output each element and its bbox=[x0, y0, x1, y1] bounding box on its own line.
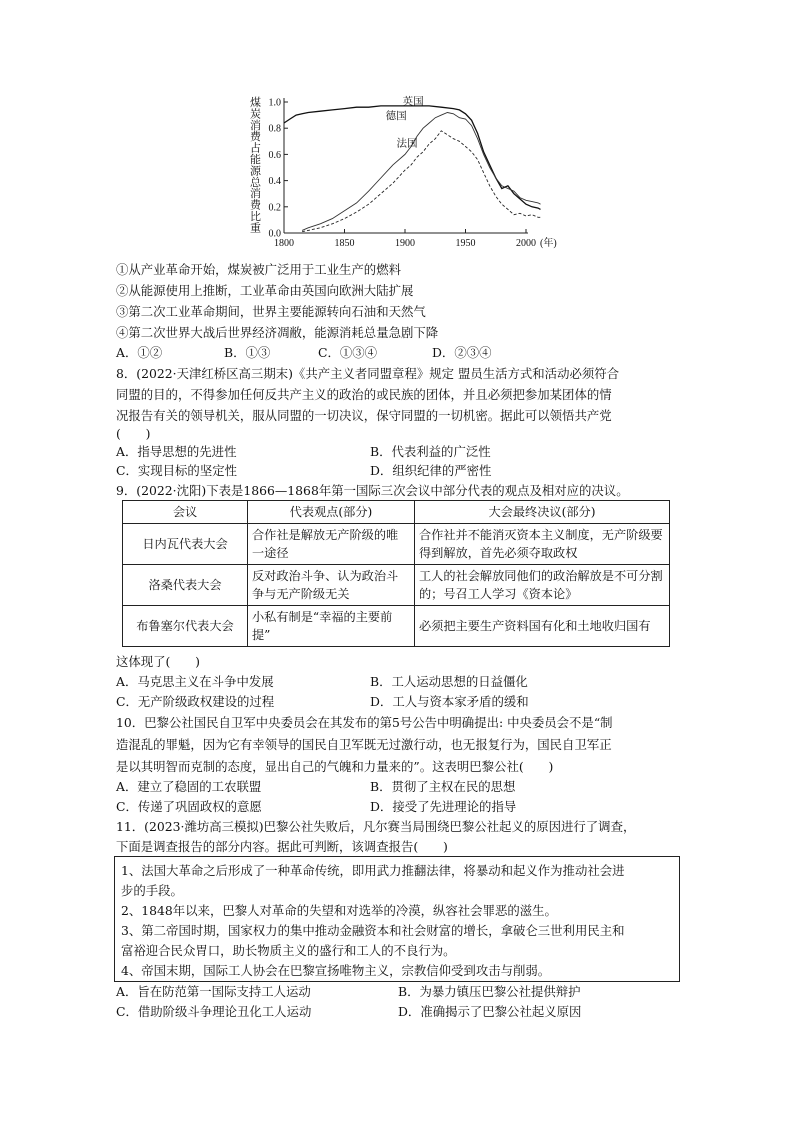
q11-report-box bbox=[114, 856, 680, 982]
q9-option-c[interactable]: C．无产阶级政权建设的过程 bbox=[116, 694, 275, 709]
q7-statement-3: ③第二次工业革命期间，世界主要能源转向石油和天然气 bbox=[116, 304, 426, 319]
q9-option-a[interactable]: A．马克思主义在斗争中发展 bbox=[116, 674, 274, 689]
y-tick-label: 1.0 bbox=[268, 97, 281, 109]
table-cell-meeting: 布鲁塞尔代表大会 bbox=[123, 606, 248, 647]
report-line: 3、第二帝国时期，国家权力的集中推动金融资本和社会财富的增长，拿破仑三世利用民主和 bbox=[121, 923, 625, 938]
y-axis-label-char: 占 bbox=[250, 141, 261, 155]
table-cell-meeting: 日内瓦代表大会 bbox=[123, 524, 248, 565]
q8-option-b[interactable]: B．代表利益的广泛性 bbox=[370, 444, 491, 459]
q7-option-c[interactable]: C．①③④ bbox=[318, 345, 378, 360]
report-line: 富裕迎合民众胃口，助长物质主义的盛行和工人的不良行为。 bbox=[121, 943, 456, 958]
q10-option-d[interactable]: D．接受了先进理论的指导 bbox=[370, 799, 517, 814]
table-row bbox=[123, 606, 670, 647]
report-line: 2、1848年以来，巴黎人对革命的失望和对选举的冷漠，纵容社会罪恶的滋生。 bbox=[121, 903, 557, 918]
x-tick-label: 2000 bbox=[516, 238, 536, 249]
q8-stem-line-1: 8．(2022·天津红桥区高三期末)《共产主义者同盟章程》规定 盟员生活方式和活动必须符合 bbox=[116, 366, 620, 381]
table-header-row bbox=[123, 501, 670, 524]
q8-option-c[interactable]: C．实现目标的坚定性 bbox=[116, 463, 237, 478]
y-axis-label-char: 炭 bbox=[250, 107, 261, 121]
q8-stem-line-3: 况报告有关的领导机关，服从同盟的一切决议，保守同盟的一切机密。据此可以领悟共产党 bbox=[116, 408, 612, 423]
q11-option-d[interactable]: D．准确揭示了巴黎公社起义原因 bbox=[398, 1004, 582, 1019]
q8-option-d[interactable]: D．组织纪律的严密性 bbox=[370, 463, 492, 478]
x-tick-label: 1950 bbox=[455, 238, 476, 249]
q10-stem-line-3: 是以其明智而克制的态度，显出自己的气魄和力量来的”。这表明巴黎公社( ) bbox=[116, 759, 554, 774]
y-axis-label-char: 能 bbox=[250, 153, 261, 166]
table-header-meeting: 会议 bbox=[123, 501, 248, 524]
q10-option-a[interactable]: A．建立了稳固的工农联盟 bbox=[116, 779, 262, 794]
q7-statement-2: ②从能源使用上推断，工业革命由英国向欧洲大陆扩展 bbox=[116, 283, 414, 298]
table-cell-view: 小私有制是“幸福的主要前提” bbox=[248, 606, 415, 647]
q9-option-b[interactable]: B．工人运动思想的日益僵化 bbox=[370, 674, 528, 689]
q10-option-c[interactable]: C．传递了巩固政权的意愿 bbox=[116, 799, 262, 814]
q11-option-b[interactable]: B．为暴力镇压巴黎公社提供辩护 bbox=[398, 984, 581, 999]
q10-stem-line-1: 10．巴黎公社国民自卫军中央委员会在其发布的第5号公告中明确提出: 中央委员会不是“制 bbox=[116, 715, 613, 730]
q7-statement-4: ④第二次世界大战后世界经济凋敝，能源消耗总量急剧下降 bbox=[116, 325, 439, 340]
table-header-resolution: 大会最终决议(部分) bbox=[415, 501, 670, 524]
q8-answer-bracket: ( ) bbox=[116, 426, 151, 441]
y-tick-label: 0.2 bbox=[268, 202, 281, 214]
q9-tail: 这体现了( ) bbox=[116, 654, 201, 669]
q11-option-c[interactable]: C．借助阶级斗争理论丑化工人运动 bbox=[116, 1004, 312, 1019]
y-axis-label-char: 费 bbox=[250, 130, 261, 144]
report-line: 4、帝国末期，国际工人协会在巴黎宣扬唯物主义，宗教信仰受到攻击与削弱。 bbox=[121, 963, 551, 978]
table-cell-resolution: 工人的社会解放同他们的政治解放是不可分割的；号召工人学习《资本论》 bbox=[415, 565, 670, 606]
q7-statement-1: ①从产业革命开始，煤炭被广泛用于工业生产的燃料 bbox=[116, 262, 401, 277]
y-axis-label-char: 源 bbox=[250, 164, 261, 178]
y-tick-label: 0.6 bbox=[268, 149, 281, 161]
report-line: 步的手段。 bbox=[121, 883, 183, 898]
y-axis-label-char: 费 bbox=[250, 198, 261, 212]
series-label: 德国 bbox=[385, 110, 407, 123]
q8-stem-line-2: 同盟的目的，不得参加任何反共产主义的政治的或民族的团体，并且必须把参加某团体的情 bbox=[116, 387, 612, 402]
table-row bbox=[123, 565, 670, 606]
table-cell-meeting: 洛桑代表大会 bbox=[123, 565, 248, 606]
table-cell-view: 合作社是解放无产阶级的唯一途径 bbox=[248, 524, 415, 565]
q11-stem-line-1: 11．(2023·潍坊高三模拟)巴黎公社失败后，凡尔赛当局围绕巴黎公社起义的原因进行了调查， bbox=[116, 819, 636, 834]
y-axis-label-char: 消 bbox=[250, 118, 261, 132]
q9-table bbox=[122, 500, 670, 647]
y-axis-label-char: 比 bbox=[250, 210, 261, 223]
x-tick-label: 1900 bbox=[395, 238, 415, 249]
y-axis-label-char: 重 bbox=[250, 221, 261, 235]
q11-stem-line-2: 下面是调查报告的部分内容。据此可判断，该调查报告( ) bbox=[116, 839, 448, 854]
y-tick-label: 0.0 bbox=[268, 228, 281, 240]
q10-stem-line-2: 造混乱的罪魁，因为它有幸领导的国民自卫军既无过激行动，也无报复行为，国民自卫军正 bbox=[116, 737, 612, 752]
q8-option-a[interactable]: A．指导思想的先进性 bbox=[116, 444, 237, 459]
table-cell-view: 反对政治斗争、认为政治斗争与无产阶级无关 bbox=[248, 565, 415, 606]
q9-option-d[interactable]: D．工人与资本家矛盾的缓和 bbox=[370, 694, 529, 709]
q11-option-a[interactable]: A．旨在防范第一国际支持工人运动 bbox=[116, 984, 311, 999]
y-tick-label: 0.4 bbox=[268, 176, 281, 188]
coal-consumption-chart bbox=[244, 94, 557, 260]
y-axis-label-char: 消 bbox=[250, 187, 261, 201]
series-label: 英国 bbox=[402, 95, 424, 108]
q9-stem: 9．(2022·沈阳)下表是1866—1868年第一国际三次会议中部分代表的观点及相对应的决议。 bbox=[116, 483, 629, 498]
q10-option-b[interactable]: B．贯彻了主权在民的思想 bbox=[370, 779, 516, 794]
table-header-view: 代表观点(部分) bbox=[248, 501, 415, 524]
x-tick-label: 1850 bbox=[334, 238, 355, 249]
q7-option-b[interactable]: B．①③ bbox=[224, 345, 271, 360]
y-tick-label: 0.8 bbox=[268, 123, 281, 135]
q7-option-a[interactable]: A．①② bbox=[116, 345, 163, 360]
x-tick-label: 1800 bbox=[274, 238, 294, 249]
y-axis-label-char: 煤 bbox=[250, 96, 261, 109]
series-line bbox=[284, 106, 541, 209]
series-line bbox=[302, 113, 540, 231]
table-cell-resolution: 合作社并不能消灭资本主义制度，无产阶级要得到解放，首先必须夺取政权 bbox=[415, 524, 670, 565]
series-label: 法国 bbox=[396, 137, 418, 150]
y-axis-label-char: 总 bbox=[250, 175, 261, 189]
table-cell-resolution: 必须把主要生产资料国有化和土地收归国有 bbox=[415, 606, 670, 647]
x-axis-label: (年) bbox=[540, 238, 557, 249]
series-line bbox=[302, 131, 540, 232]
q7-option-d[interactable]: D．②③④ bbox=[432, 345, 492, 360]
table-row bbox=[123, 524, 670, 565]
report-line: 1、法国大革命之后形成了一种革命传统，即用武力推翻法律，将暴动和起义作为推动社会进 bbox=[121, 863, 625, 878]
